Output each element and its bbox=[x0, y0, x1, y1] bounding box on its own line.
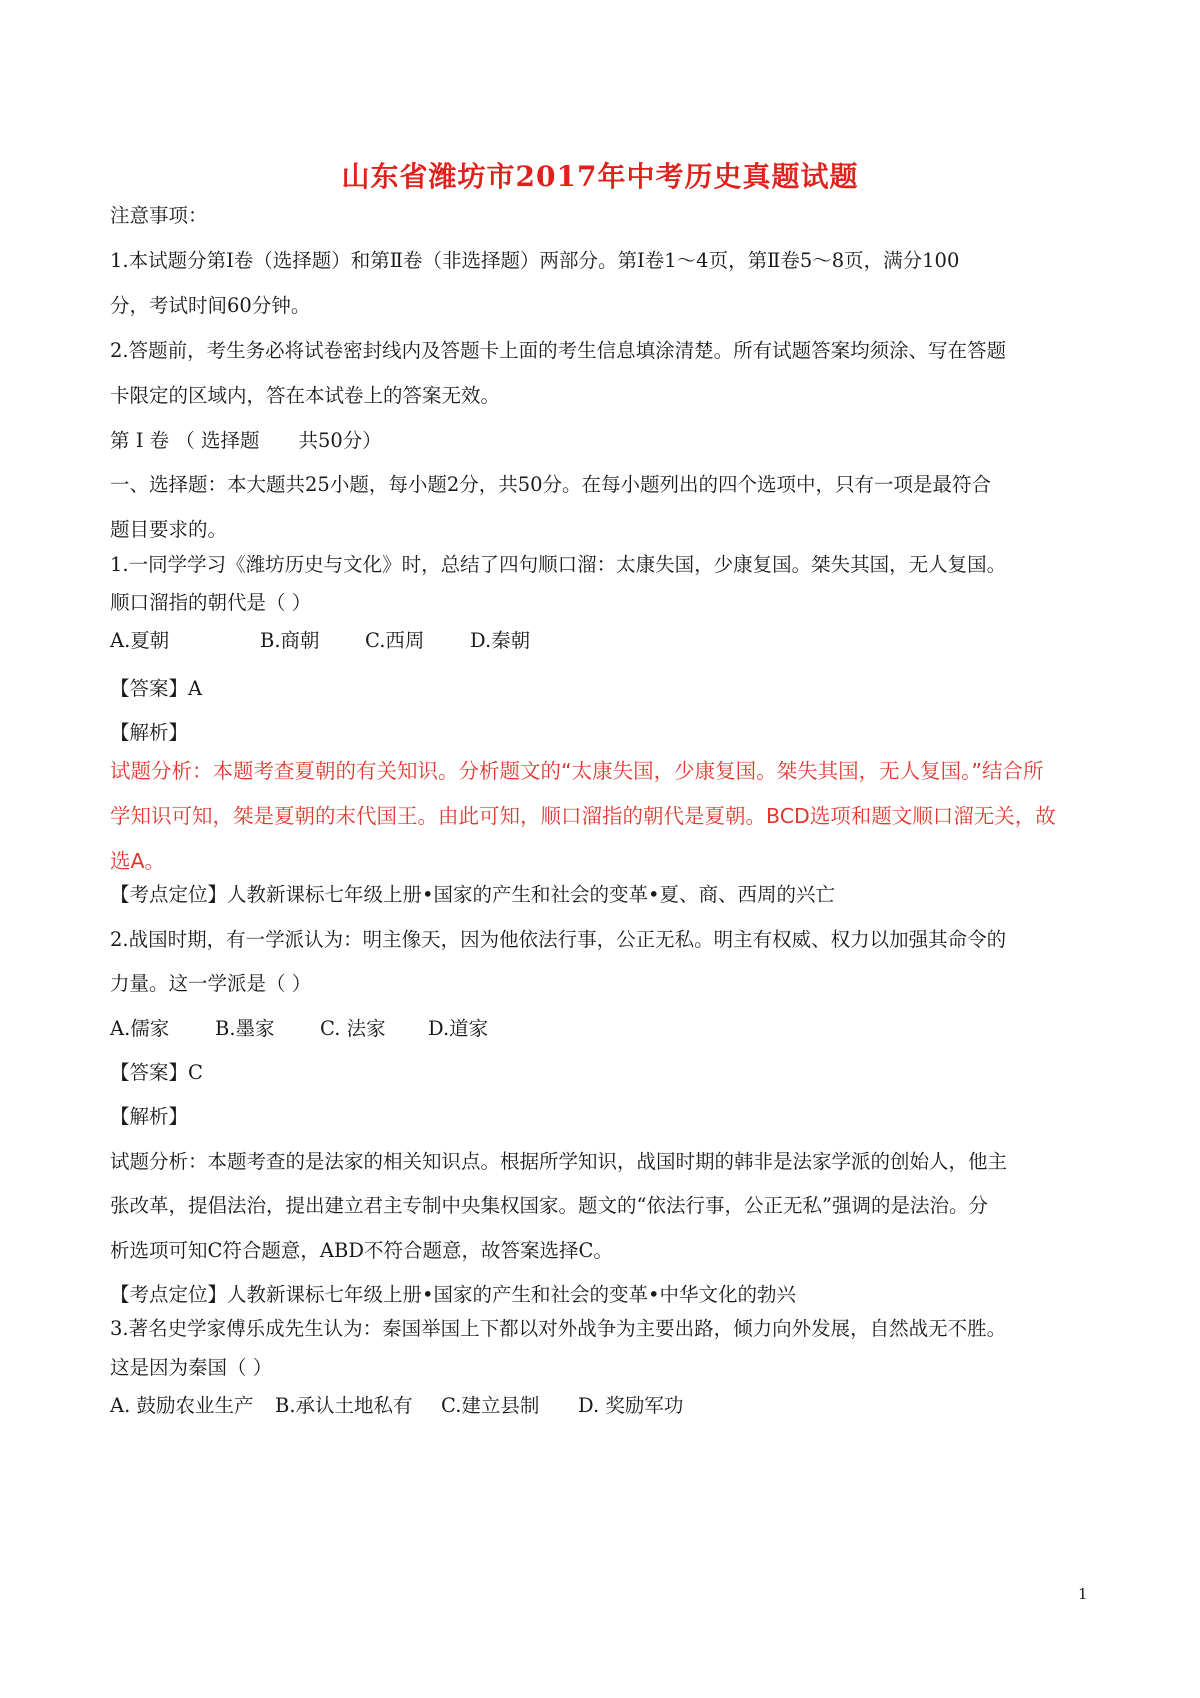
q3-option-d: D. 奖励军功 bbox=[578, 1394, 684, 1417]
q3-option-c: C.建立县制 bbox=[441, 1394, 540, 1417]
q1-option-b: B.商朝 bbox=[260, 629, 320, 652]
q1-options bbox=[110, 625, 1100, 653]
notice-item-1-line-1: 1.本试题分第Ⅰ卷（选择题）和第Ⅱ卷（非选择题）两部分。第Ⅰ卷1～4页，第Ⅱ卷5～8页，满分100 bbox=[110, 249, 960, 272]
q2-option-b: B.墨家 bbox=[215, 1017, 275, 1040]
q3-option-b: B.承认土地私有 bbox=[275, 1394, 413, 1417]
q1-option-a: A.夏朝 bbox=[110, 629, 170, 652]
notice-item-2-line-2: 卡限定的区域内，答在本试卷上的答案无效。 bbox=[110, 384, 501, 407]
q2-analysis-line-3: 析选项可知C符合题意，ABD不符合题意，故答案选择C。 bbox=[110, 1239, 613, 1262]
q2-analysis-line-1: 试题分析：本题考查的是法家的相关知识点。根据所学知识，战国时期的韩非是法家学派的创始人，他主 bbox=[110, 1150, 1008, 1173]
page-title: 山东省潍坊市2017年中考历史真题试题 bbox=[341, 160, 859, 193]
q3-stem-line-2: 这是因为秦国（ ） bbox=[110, 1356, 273, 1379]
q2-stem-line-2: 力量。这一学派是（ ） bbox=[110, 972, 312, 995]
q3-options bbox=[110, 1390, 1100, 1418]
q3-stem-line-1: 3.著名史学家傅乐成先生认为：秦国举国上下都以对外战争为主要出路，倾力向外发展，自然战无不胜。 bbox=[110, 1317, 1007, 1340]
q2-option-c: C. 法家 bbox=[320, 1017, 386, 1040]
q2-point: 【考点定位】人教新课标七年级上册•国家的产生和社会的变革•中华文化的勃兴 bbox=[110, 1283, 797, 1306]
notice-item-1-line-2: 分，考试时间60分钟。 bbox=[110, 294, 311, 317]
section-intro-line-2: 题目要求的。 bbox=[110, 518, 228, 541]
q2-option-a: A.儒家 bbox=[110, 1017, 170, 1040]
q1-stem-line-2: 顺口溜指的朝代是（ ） bbox=[110, 591, 312, 614]
q1-analysis-label: 【解析】 bbox=[110, 721, 189, 744]
q1-answer: 【答案】A bbox=[110, 677, 203, 700]
page-number: 1 bbox=[1078, 1585, 1088, 1603]
q2-stem-line-1: 2.战国时期，有一学派认为：明主像天，因为他依法行事，公正无私。明主有权威、权力以加强其命令的 bbox=[110, 928, 1007, 951]
notice-item-2-line-1: 2.答题前，考生务必将试卷密封线内及答题卡上面的考生信息填涂清楚。所有试题答案均须涂、写在答题 bbox=[110, 339, 1007, 362]
q2-analysis-label: 【解析】 bbox=[110, 1105, 189, 1128]
q1-analysis-line-1: 试题分析：本题考查夏朝的有关知识。分析题文的“太康失国，少康复国。桀失其国，无人复国。”结合所 bbox=[110, 759, 1044, 783]
q2-analysis-line-2: 张改革，提倡法治，提出建立君主专制中央集权国家。题文的“依法行事，公正无私”强调的是法治。分 bbox=[110, 1194, 988, 1217]
section-intro-line-1: 一、选择题：本大题共25小题，每小题2分，共50分。在每小题列出的四个选项中，只有一项是最符合 bbox=[110, 473, 992, 496]
notice-heading: 注意事项： bbox=[110, 204, 208, 227]
section-heading: 第 Ⅰ 卷 （ 选择题 共50分） bbox=[110, 429, 382, 452]
q1-option-c: C.西周 bbox=[365, 629, 425, 652]
q1-point: 【考点定位】人教新课标七年级上册•国家的产生和社会的变革•夏、商、西周的兴亡 bbox=[110, 883, 836, 906]
q3-option-a: A. 鼓励农业生产 bbox=[110, 1394, 254, 1417]
q2-answer: 【答案】C bbox=[110, 1061, 203, 1084]
q1-stem-line-1: 1.一同学学习《潍坊历史与文化》时，总结了四句顺口溜：太康失国，少康复国。桀失其国，无人复国。 bbox=[110, 553, 1007, 576]
q2-option-d: D.道家 bbox=[428, 1017, 489, 1040]
q1-analysis-line-3: 选A。 bbox=[110, 849, 166, 873]
q1-analysis-line-2: 学知识可知，桀是夏朝的末代国王。由此可知，顺口溜指的朝代是夏朝。BCD选项和题文顺口溜无关，故 bbox=[110, 804, 1056, 828]
q1-option-d: D.秦朝 bbox=[470, 629, 531, 652]
q2-options bbox=[110, 1013, 1100, 1041]
